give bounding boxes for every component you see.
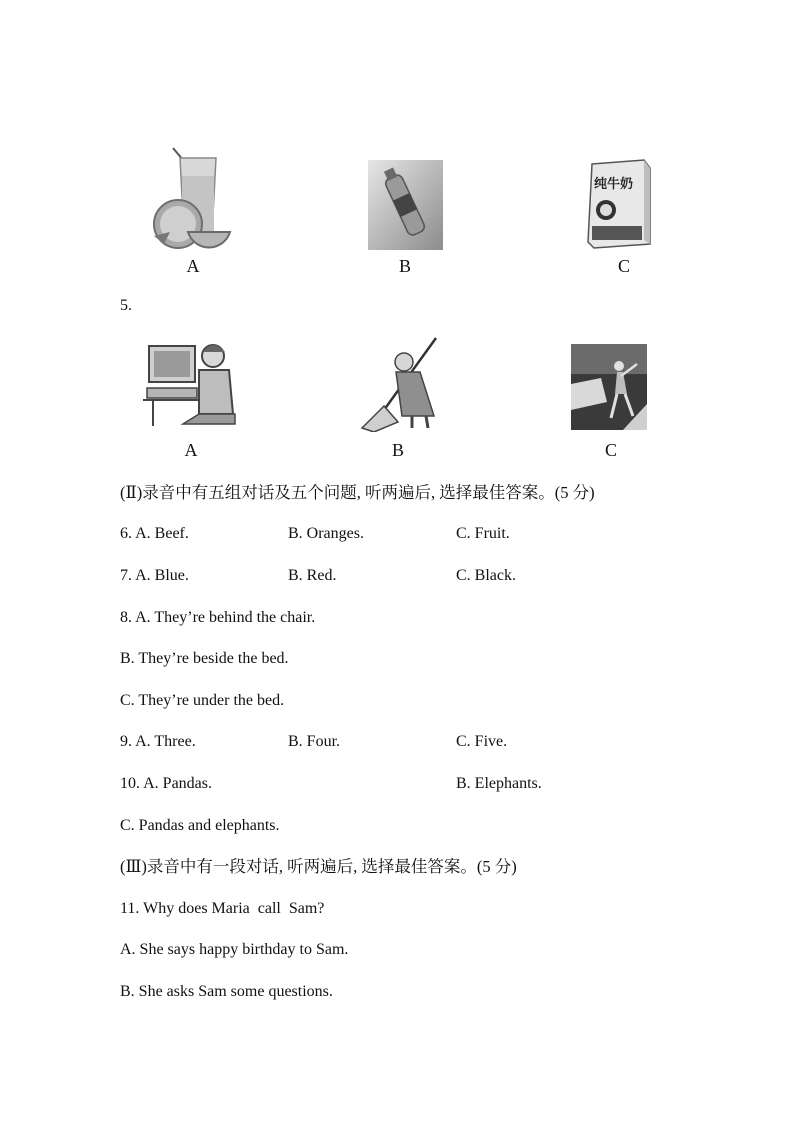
section2-heading: (Ⅱ)录音中有五组对话及五个问题, 听两遍后, 选择最佳答案。(5 分) (120, 483, 595, 502)
q4-option-b-label: B (398, 256, 411, 276)
q8-option-a: 8. A. They’re behind the chair. (120, 609, 316, 626)
q11-question: 11. Why does Maria call Sam? (120, 900, 325, 917)
q5-number: 5. (120, 297, 132, 314)
q7-option-c: C. Black. (456, 567, 516, 584)
q6-option-a: 6. A. Beef. (120, 525, 189, 542)
q6-option-c: C. Fruit. (456, 525, 510, 542)
q5-option-b-label: B (391, 440, 404, 460)
q8-option-b: B. They’re beside the bed. (120, 650, 289, 667)
q10-option-c: C. Pandas and elephants. (120, 817, 280, 834)
q7-option-b: B. Red. (288, 567, 337, 584)
q5-option-a-label: A (184, 440, 198, 460)
q4-option-a-label: A (186, 256, 200, 276)
q9-option-c: C. Five. (456, 733, 508, 750)
q11-option-a: A. She says happy birthday to Sam. (120, 941, 349, 958)
q4-option-c-label: C (617, 256, 630, 276)
q10-option-a: 10. A. Pandas. (120, 775, 212, 792)
sweeping-person-picture (354, 336, 440, 432)
milk-carton-picture (584, 158, 654, 250)
q9-option-a: 9. A. Three. (120, 733, 196, 750)
q10-option-b: B. Elephants. (456, 775, 542, 792)
juice-glass-picture (140, 146, 235, 251)
section3-heading: (Ⅲ)录音中有一段对话, 听两遍后, 选择最佳答案。(5 分) (120, 857, 517, 876)
q5-option-c-label: C (604, 440, 617, 460)
q8-option-c: C. They’re under the bed. (120, 692, 285, 709)
q11-option-b: B. She asks Sam some questions. (120, 983, 333, 1000)
milk-box-text: 纯牛奶 (594, 177, 634, 192)
q7-option-a: 7. A. Blue. (120, 567, 189, 584)
q9-option-b: B. Four. (288, 733, 341, 750)
q6-option-b: B. Oranges. (288, 525, 364, 542)
computer-user-picture (143, 338, 241, 430)
water-bottle-picture (368, 160, 443, 250)
dancer-picture (571, 344, 647, 430)
